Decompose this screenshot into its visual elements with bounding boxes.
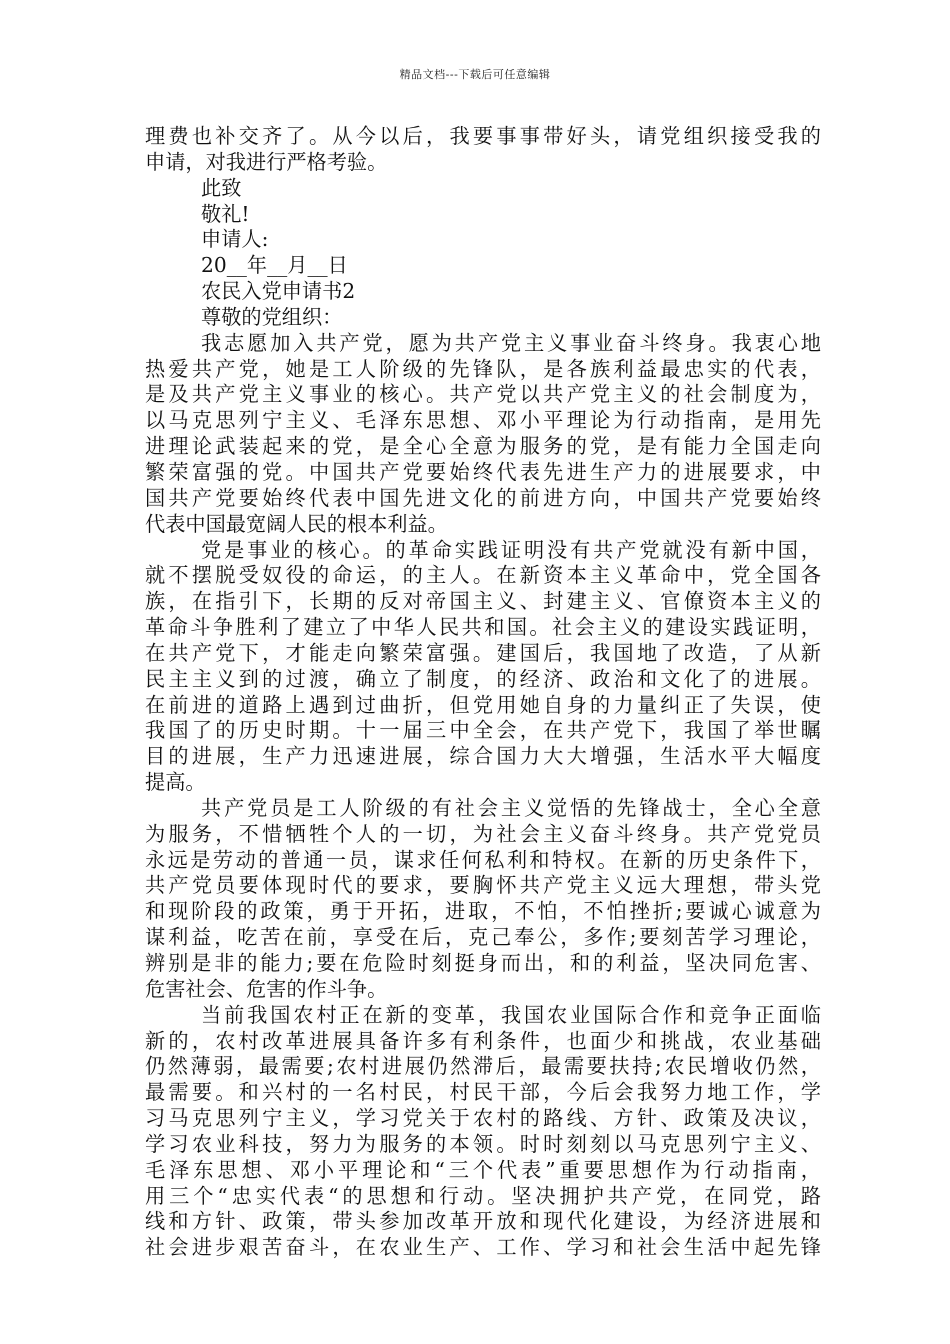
text-line: 申请，对我进行严格考验。 bbox=[145, 149, 388, 174]
section-title: 农民入党申请书2 bbox=[201, 279, 356, 304]
text-line: 提高。 bbox=[145, 770, 206, 795]
text-line: 就不摆脱受奴役的命运，的主人。在新资本主义革命中，党全国各 bbox=[145, 563, 821, 588]
date-line: 20__年__月__日 bbox=[201, 253, 348, 278]
paragraph-start: 当前我国农村正在新的变革，我国农业国际合作和竞争正面临 bbox=[201, 1002, 821, 1027]
paragraph-start: 党是事业的核心。的革命实践证明没有共产党就没有新中国， bbox=[201, 537, 821, 562]
paragraph-start: 共产党员是工人阶级的有社会主义觉悟的先锋战士，全心全意 bbox=[201, 795, 821, 820]
text-line: 理费也补交齐了。从今以后，我要事事带好头，请党组织接受我的 bbox=[145, 124, 821, 148]
text-line: 最需要。和兴村的一名村民，村民干部，今后会我努力地工作，学 bbox=[145, 1080, 821, 1105]
text-line: 进理论武装起来的党，是全心全意为服务的党，是有能力全国走向 bbox=[145, 434, 821, 459]
text-line: 是及共产党主义事业的核心。共产党以共产党主义的社会制度为， bbox=[145, 382, 821, 407]
text-line: 以马克思列宁主义、毛泽东思想、邓小平理论为行动指南，是用先 bbox=[145, 408, 821, 433]
text-line: 辨别是非的能力;要在危险时刻挺身而出，和的利益，坚决同危害、 bbox=[145, 951, 821, 975]
text-line: 为服务，不惜牺牲个人的一切，为社会主义奋斗终身。共产党党员 bbox=[145, 821, 821, 846]
text-line: 民主主义到的过渡，确立了制度，的经济、政治和文化了的进展。 bbox=[145, 666, 821, 691]
text-line: 代表中国最宽阔人民的根本利益。 bbox=[145, 511, 448, 536]
text-line: 学习农业科技，努力为服务的本领。时时刻刻以马克思列宁主义、 bbox=[145, 1131, 821, 1156]
document-body bbox=[145, 124, 821, 1261]
text-line: 繁荣富强的党。中国共产党要始终代表先进生产力的进展要求，中 bbox=[145, 459, 821, 484]
text-line: 线和方针、政策，带头参加改革开放和现代化建设，为经济进展和 bbox=[145, 1209, 821, 1234]
closing-regards: 敬礼! bbox=[201, 201, 250, 226]
text-line: 危害社会、危害的作斗争。 bbox=[145, 976, 388, 1001]
text-line: 新的，农村改革进展具备许多有利条件，也面少和挑战，农业基础 bbox=[145, 1028, 821, 1053]
closing-salutation: 此致 bbox=[201, 175, 242, 200]
text-line: 永远是劳动的普通一员，谋求任何私利和特权。在新的历史条件下， bbox=[145, 847, 821, 872]
text-line: 共产党员要体现时代的要求，要胸怀共产党主义远大理想，带头党 bbox=[145, 873, 821, 898]
text-line: 在共产党下，才能走向繁荣富强。建国后，我国地了改造，了从新 bbox=[145, 640, 821, 665]
text-line: 用三个“忠实代表“的思想和行动。坚决拥护共产党，在同党，路 bbox=[145, 1183, 821, 1208]
text-line: 国共产党要始终代表中国先进文化的前进方向，中国共产党要始终 bbox=[145, 485, 821, 510]
paragraph-start: 我志愿加入共产党，愿为共产党主义事业奋斗终身。我衷心地 bbox=[201, 330, 821, 355]
text-line: 毛泽东思想、邓小平理论和“三个代表”重要思想作为行动指南， bbox=[145, 1157, 821, 1182]
text-line: 在前进的道路上遇到过曲折，但党用她自身的力量纠正了失误，使 bbox=[145, 692, 821, 717]
text-line: 习马克思列宁主义，学习党关于农村的路线、方针、政策及决议， bbox=[145, 1106, 821, 1131]
text-line: 革命斗争胜利了建立了中华人民共和国。社会主义的建设实践证明， bbox=[145, 615, 821, 640]
text-line: 社会进步艰苦奋斗，在农业生产、工作、学习和社会生活中起先锋 bbox=[145, 1235, 821, 1260]
page-header: 精品文档---下载后可任意编辑 bbox=[399, 68, 551, 81]
text-line: 目的进展，生产力迅速进展，综合国力大大增强，生活水平大幅度 bbox=[145, 744, 821, 769]
applicant-label: 申请人: bbox=[201, 227, 269, 252]
text-line: 族，在指引下，长期的反对帝国主义、封建主义、官僚资本主义的 bbox=[145, 589, 821, 614]
greeting: 尊敬的党组织： bbox=[201, 304, 343, 329]
text-line: 仍然薄弱，最需要;农村进展仍然滞后，最需要扶持;农民增收仍然， bbox=[145, 1054, 821, 1079]
text-line: 热爱共产党，她是工人阶级的先锋队，是各族利益最忠实的代表， bbox=[145, 356, 821, 381]
text-line: 谋利益，吃苦在前，享受在后，克己奉公，多作;要刻苦学习理论， bbox=[145, 925, 821, 950]
text-line: 我国了的历史时期。十一届三中全会，在共产党下，我国了举世瞩 bbox=[145, 718, 821, 743]
text-line: 和现阶段的政策，勇于开拓，进取，不怕，不怕挫折;要诚心诚意为 bbox=[145, 899, 821, 924]
